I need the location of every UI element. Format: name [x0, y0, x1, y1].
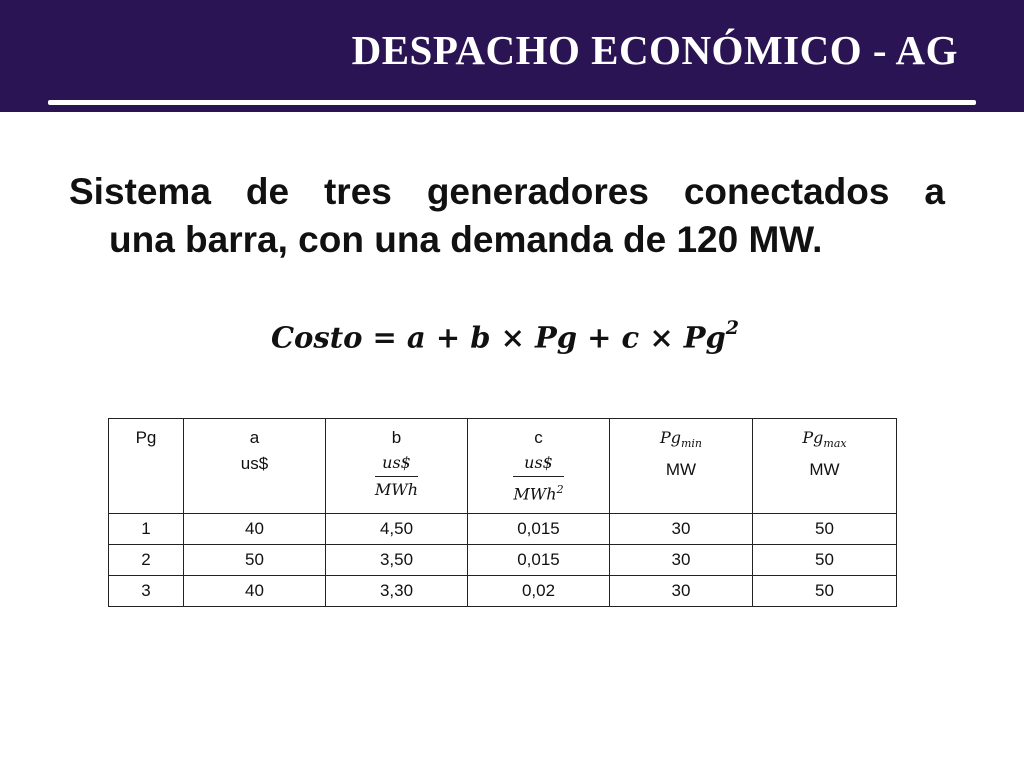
header-b: b $\frac{us\$}{\text{MWh}}$	[326, 419, 468, 514]
unit-fraction-b: $\frac{us\$}{\text{MWh}}$	[374, 453, 419, 499]
cell-c: 0,015	[468, 545, 610, 576]
cell-c: 0,02	[468, 576, 610, 607]
header-pgmin: $Pg_{min}$ MW	[610, 419, 753, 514]
header-a: a us$	[184, 419, 326, 514]
formula-expression: Costo = a + b × Pg + c × Pg	[270, 320, 726, 355]
cell-pgmin: 30	[610, 514, 753, 545]
problem-statement	[69, 168, 945, 264]
cell-pg: 2	[109, 545, 184, 576]
cell-pgmax: 50	[753, 545, 897, 576]
cell-pgmin: 30	[610, 576, 753, 607]
table-row	[109, 545, 897, 576]
title-bar	[0, 0, 1024, 112]
cell-c: 0,015	[468, 514, 610, 545]
slide-title: DESPACHO ECONÓMICO - AG	[351, 27, 958, 73]
cell-pgmax: 50	[753, 576, 897, 607]
header-c: c $\frac{us\$}{MWh^2}$	[468, 419, 610, 514]
formula-exponent: 2	[725, 317, 740, 339]
table-header-row	[109, 419, 897, 514]
cell-a: 40	[184, 576, 326, 607]
statement-word: de	[245, 171, 290, 212]
unit-fraction-c: $\frac{us\$}{MWh^2}$	[513, 453, 564, 504]
statement-line-2: una barra, con una demanda de 120 MW.	[109, 219, 823, 260]
cell-b: 3,50	[326, 545, 468, 576]
statement-word: generadores	[426, 171, 649, 212]
generator-parameters-table	[108, 418, 897, 607]
statement-word: a	[924, 171, 945, 212]
table-row	[109, 514, 897, 545]
cell-pg: 3	[109, 576, 184, 607]
cost-formula	[0, 317, 1010, 355]
table-row	[109, 576, 897, 607]
statement-word: conectados	[683, 171, 890, 212]
statement-word: Sistema	[69, 171, 211, 212]
title-underline	[48, 100, 976, 105]
cell-a: 40	[184, 514, 326, 545]
statement-line-1	[69, 168, 945, 216]
cell-pg: 1	[109, 514, 184, 545]
header-pgmax: $Pg_{max}$ MW	[753, 419, 897, 514]
cell-pgmin: 30	[610, 545, 753, 576]
cell-b: 3,30	[326, 576, 468, 607]
cell-b: 4,50	[326, 514, 468, 545]
statement-word: tres	[323, 171, 392, 212]
cell-pgmax: 50	[753, 514, 897, 545]
cell-a: 50	[184, 545, 326, 576]
header-pg: Pg	[109, 419, 184, 514]
